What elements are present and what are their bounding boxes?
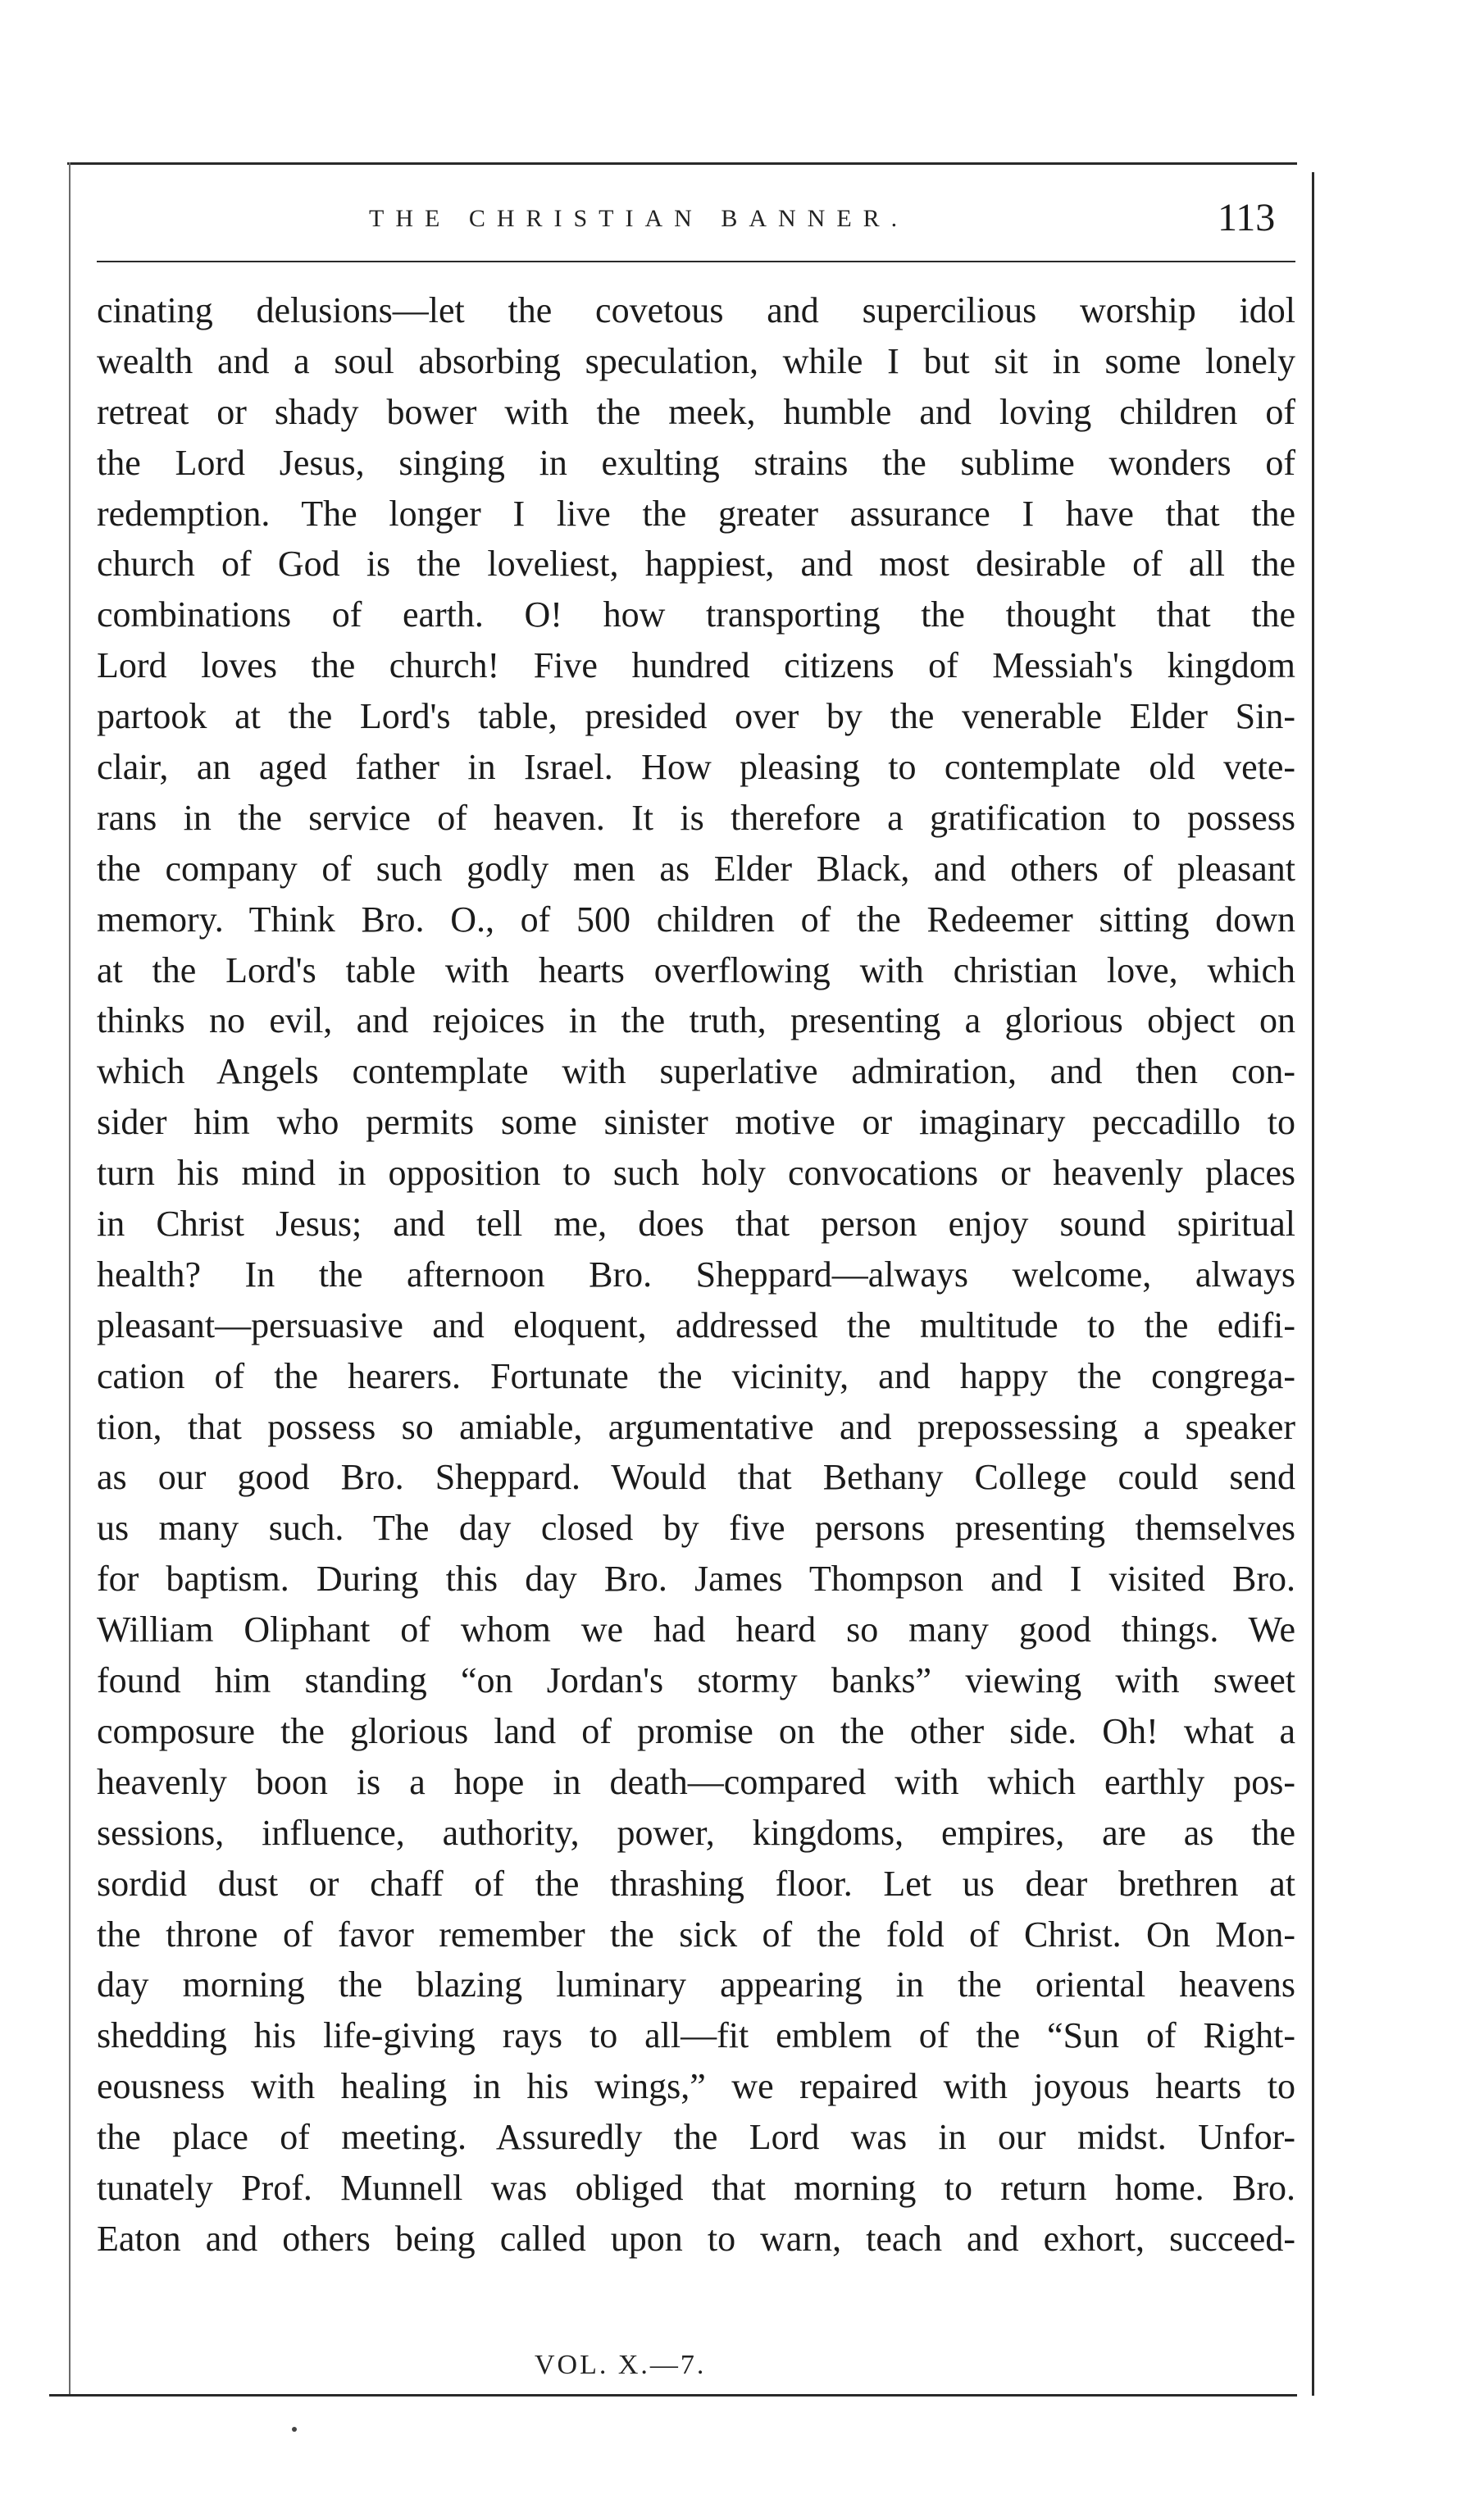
text-line: partook at the Lord's table, presided over by the venerable Elder Sin- xyxy=(97,696,1295,737)
running-head: THE CHRISTIAN BANNER. xyxy=(369,205,909,232)
text-line: tunately Prof. Munnell was obliged that morning to return home. Bro. xyxy=(97,2167,1295,2208)
left-border-rule xyxy=(69,162,71,2394)
text-line: which Angels contemplate with superlative admiration, and then con- xyxy=(97,1051,1295,1092)
text-line: church of God is the loveliest, happiest, and most desirable of all the xyxy=(97,544,1295,585)
text-line: combinations of earth. O! how transporting the thought that the xyxy=(97,594,1295,635)
text-line: turn his mind in opposition to such holy convocations or heavenly places xyxy=(97,1153,1295,1194)
text-line: in Christ Jesus; and tell me, does that person enjoy sound spiritual xyxy=(97,1204,1295,1245)
text-line: thinks no evil, and rejoices in the truth, presenting a glorious object on xyxy=(97,1000,1295,1041)
text-line: wealth and a soul absorbing speculation, while I but sit in some lonely xyxy=(97,340,1295,381)
text-line: found him standing “on Jordan's stormy banks” viewing with sweet xyxy=(97,1660,1295,1701)
text-line: eousness with healing in his wings,” we repaired with joyous hearts to xyxy=(97,2066,1295,2107)
text-line: sider him who permits some sinister motive or imaginary peccadillo to xyxy=(97,1102,1295,1143)
text-line: us many such. The day closed by five persons presenting themselves xyxy=(97,1508,1295,1549)
text-line: composure the glorious land of promise on the other side. Oh! what a xyxy=(97,1710,1295,1751)
text-line: cinating delusions—let the covetous and supercilious worship idol xyxy=(97,290,1295,330)
text-line: heavenly boon is a hope in death—compared with which earthly pos- xyxy=(97,1761,1295,1802)
text-line: day morning the blazing luminary appearing in the oriental heavens xyxy=(97,1964,1295,2005)
bottom-border-rule xyxy=(49,2394,1297,2397)
signature-mark: VOL. X.—7. xyxy=(535,2350,707,2380)
text-line: cation of the hearers. Fortunate the vicinity, and happy the congrega- xyxy=(97,1355,1295,1396)
right-border-rule xyxy=(1312,172,1314,2396)
page-number: 113 xyxy=(1218,196,1276,239)
text-line: the Lord Jesus, singing in exulting strains the sublime wonders of xyxy=(97,442,1295,483)
header-rule xyxy=(97,261,1295,262)
text-line: the throne of favor remember the sick of the fold of Christ. On Mon- xyxy=(97,1914,1295,1955)
text-line: for baptism. During this day Bro. James Thompson and I visited Bro. xyxy=(97,1559,1295,1600)
ink-speck xyxy=(292,2427,297,2432)
text-line: pleasant—persuasive and eloquent, addressed the multitude to the edifi- xyxy=(97,1304,1295,1345)
text-line: sessions, influence, authority, power, kingdoms, empires, are as the xyxy=(97,1812,1295,1853)
text-line: the place of meeting. Assuredly the Lord was in our midst. Unfor- xyxy=(97,2117,1295,2158)
text-line: retreat or shady bower with the meek, humble and loving children of xyxy=(97,391,1295,432)
text-line: at the Lord's table with hearts overflowing with christian love, which xyxy=(97,949,1295,990)
text-line: Lord loves the church! Five hundred citizens of Messiah's kingdom xyxy=(97,645,1295,686)
text-line: Eaton and others being called upon to warn, teach and exhort, succeed- xyxy=(97,2218,1295,2259)
text-line: shedding his life-giving rays to all—fit emblem of the “Sun of Right- xyxy=(97,2015,1295,2056)
text-line: the company of such godly men as Elder Black, and others of pleasant xyxy=(97,848,1295,889)
text-line: clair, an aged father in Israel. How pleasing to contemplate old vete- xyxy=(97,747,1295,788)
text-line: tion, that possess so amiable, argumentative and prepossessing a speaker xyxy=(97,1406,1295,1447)
text-line: health? In the afternoon Bro. Sheppard—always welcome, always xyxy=(97,1254,1295,1295)
body-text xyxy=(97,285,1295,2265)
text-line: memory. Think Bro. O., of 500 children of the Redeemer sitting down xyxy=(97,899,1295,940)
text-line: sordid dust or chaff of the thrashing floor. Let us dear brethren at xyxy=(97,1863,1295,1904)
text-line: William Oliphant of whom we had heard so many good things. We xyxy=(97,1609,1295,1650)
text-line: redemption. The longer I live the greater assurance I have that the xyxy=(97,493,1295,534)
text-line: as our good Bro. Sheppard. Would that Bethany College could send xyxy=(97,1457,1295,1498)
top-border-rule xyxy=(67,162,1297,165)
text-line: rans in the service of heaven. It is therefore a gratification to possess xyxy=(97,797,1295,838)
